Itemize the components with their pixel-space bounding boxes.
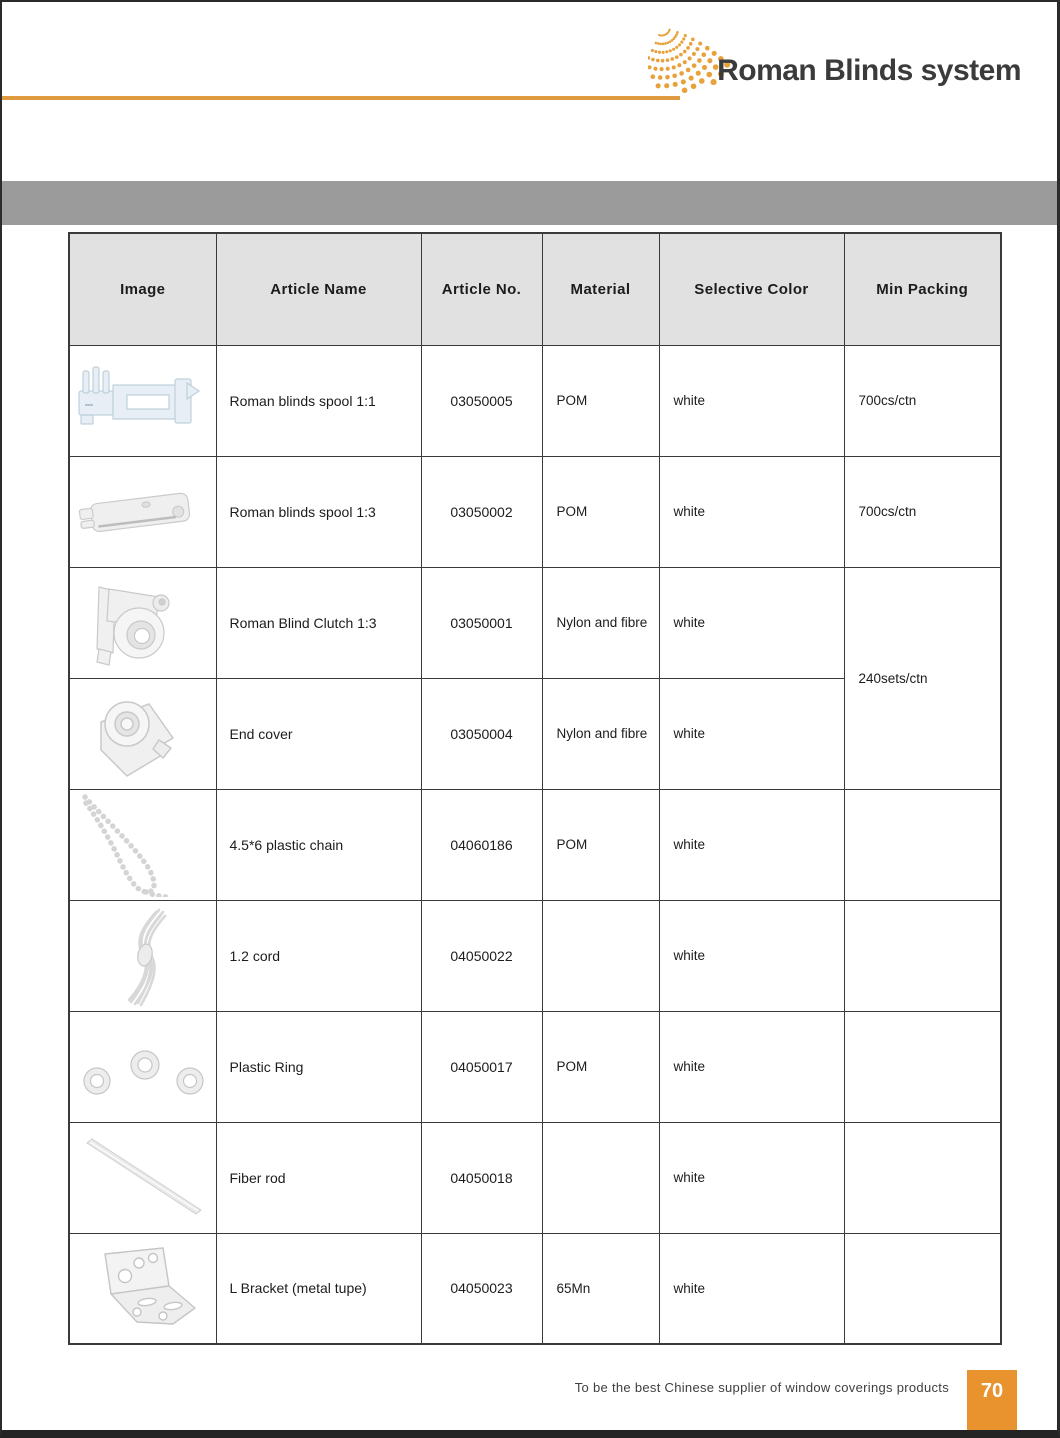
cell-image <box>69 1233 216 1344</box>
cell-material <box>542 900 659 1011</box>
end-cover-photo-icon <box>75 684 211 784</box>
cell-selective-color: white <box>659 1011 844 1122</box>
cell-selective-color: white <box>659 789 844 900</box>
fiber-rod-photo-icon <box>73 1128 213 1228</box>
cell-min-packing <box>844 900 1001 1011</box>
cell-selective-color: white <box>659 1122 844 1233</box>
cell-article-name: L Bracket (metal tupe) <box>216 1233 421 1344</box>
roman-blinds-spool-1-3-photo-icon <box>75 464 211 560</box>
cell-image <box>69 900 216 1011</box>
roman-blind-clutch-photo-icon <box>75 573 211 673</box>
cell-image <box>69 456 216 567</box>
cell-min-packing <box>844 789 1001 900</box>
footer-tagline: To be the best Chinese supplier of window coverings products <box>574 1380 949 1395</box>
product-table <box>68 232 1002 1345</box>
cell-material: Nylon and fibre <box>542 678 659 789</box>
cell-article-name: Plastic Ring <box>216 1011 421 1122</box>
cord-photo-icon <box>75 904 211 1008</box>
cell-material <box>542 1122 659 1233</box>
cell-article-no: 04050017 <box>421 1011 542 1122</box>
cell-min-packing: 700cs/ctn <box>844 345 1001 456</box>
cell-image <box>69 789 216 900</box>
cell-article-no: 04050018 <box>421 1122 542 1233</box>
table-row <box>69 789 1001 900</box>
cell-article-no: 03050005 <box>421 345 542 456</box>
column-header-article-name: Article Name <box>216 233 421 345</box>
l-bracket-photo-icon <box>75 1236 211 1340</box>
cell-min-packing <box>844 1122 1001 1233</box>
cell-article-name: 1.2 cord <box>216 900 421 1011</box>
roman-blinds-spool-1-1-photo-icon <box>75 353 211 449</box>
table-row <box>69 567 1001 678</box>
cell-article-name: Roman blinds spool 1:3 <box>216 456 421 567</box>
cell-material: POM <box>542 789 659 900</box>
cell-article-no: 03050001 <box>421 567 542 678</box>
cell-selective-color: white <box>659 678 844 789</box>
cell-selective-color: white <box>659 345 844 456</box>
column-header-article-no: Article No. <box>421 233 542 345</box>
cell-min-packing-merged: 240sets/ctn <box>844 567 1001 789</box>
table-row <box>69 345 1001 456</box>
cell-min-packing <box>844 1011 1001 1122</box>
cell-article-no: 03050002 <box>421 456 542 567</box>
cell-material: 65Mn <box>542 1233 659 1344</box>
cell-article-name: Roman Blind Clutch 1:3 <box>216 567 421 678</box>
cell-article-name: End cover <box>216 678 421 789</box>
page-title: Roman Blinds system <box>717 54 1021 87</box>
table-row <box>69 456 1001 567</box>
column-header-selective-color: Selective Color <box>659 233 844 345</box>
cell-image <box>69 345 216 456</box>
plastic-ring-photo-icon <box>73 1017 213 1117</box>
cell-material: Nylon and fibre <box>542 567 659 678</box>
cell-material: POM <box>542 345 659 456</box>
page-number-badge <box>967 1370 1017 1430</box>
cell-min-packing: 700cs/ctn <box>844 456 1001 567</box>
header-accent-rule <box>2 96 680 100</box>
cell-selective-color: white <box>659 456 844 567</box>
cell-article-name: 4.5*6 plastic chain <box>216 789 421 900</box>
cell-selective-color: white <box>659 567 844 678</box>
cell-article-no: 04050022 <box>421 900 542 1011</box>
plastic-chain-photo-icon <box>75 793 211 897</box>
cell-material: POM <box>542 456 659 567</box>
section-banner <box>2 181 1057 225</box>
cell-article-name: Roman blinds spool 1:1 <box>216 345 421 456</box>
cell-selective-color: white <box>659 900 844 1011</box>
table-header-row <box>69 233 1001 345</box>
table-row <box>69 900 1001 1011</box>
table-row <box>69 1122 1001 1233</box>
cell-article-no: 04060186 <box>421 789 542 900</box>
page-number: 70 <box>980 1380 1004 1402</box>
cell-image <box>69 567 216 678</box>
cell-min-packing <box>844 1233 1001 1344</box>
cell-selective-color: white <box>659 1233 844 1344</box>
cell-material: POM <box>542 1011 659 1122</box>
cell-article-name: Fiber rod <box>216 1122 421 1233</box>
cell-article-no: 03050004 <box>421 678 542 789</box>
column-header-material: Material <box>542 233 659 345</box>
cell-image <box>69 1122 216 1233</box>
column-header-min-packing: Min Packing <box>844 233 1001 345</box>
cell-article-no: 04050023 <box>421 1233 542 1344</box>
cell-image <box>69 678 216 789</box>
table-row <box>69 1011 1001 1122</box>
cell-image <box>69 1011 216 1122</box>
column-header-image: Image <box>69 233 216 345</box>
table-row <box>69 1233 1001 1344</box>
